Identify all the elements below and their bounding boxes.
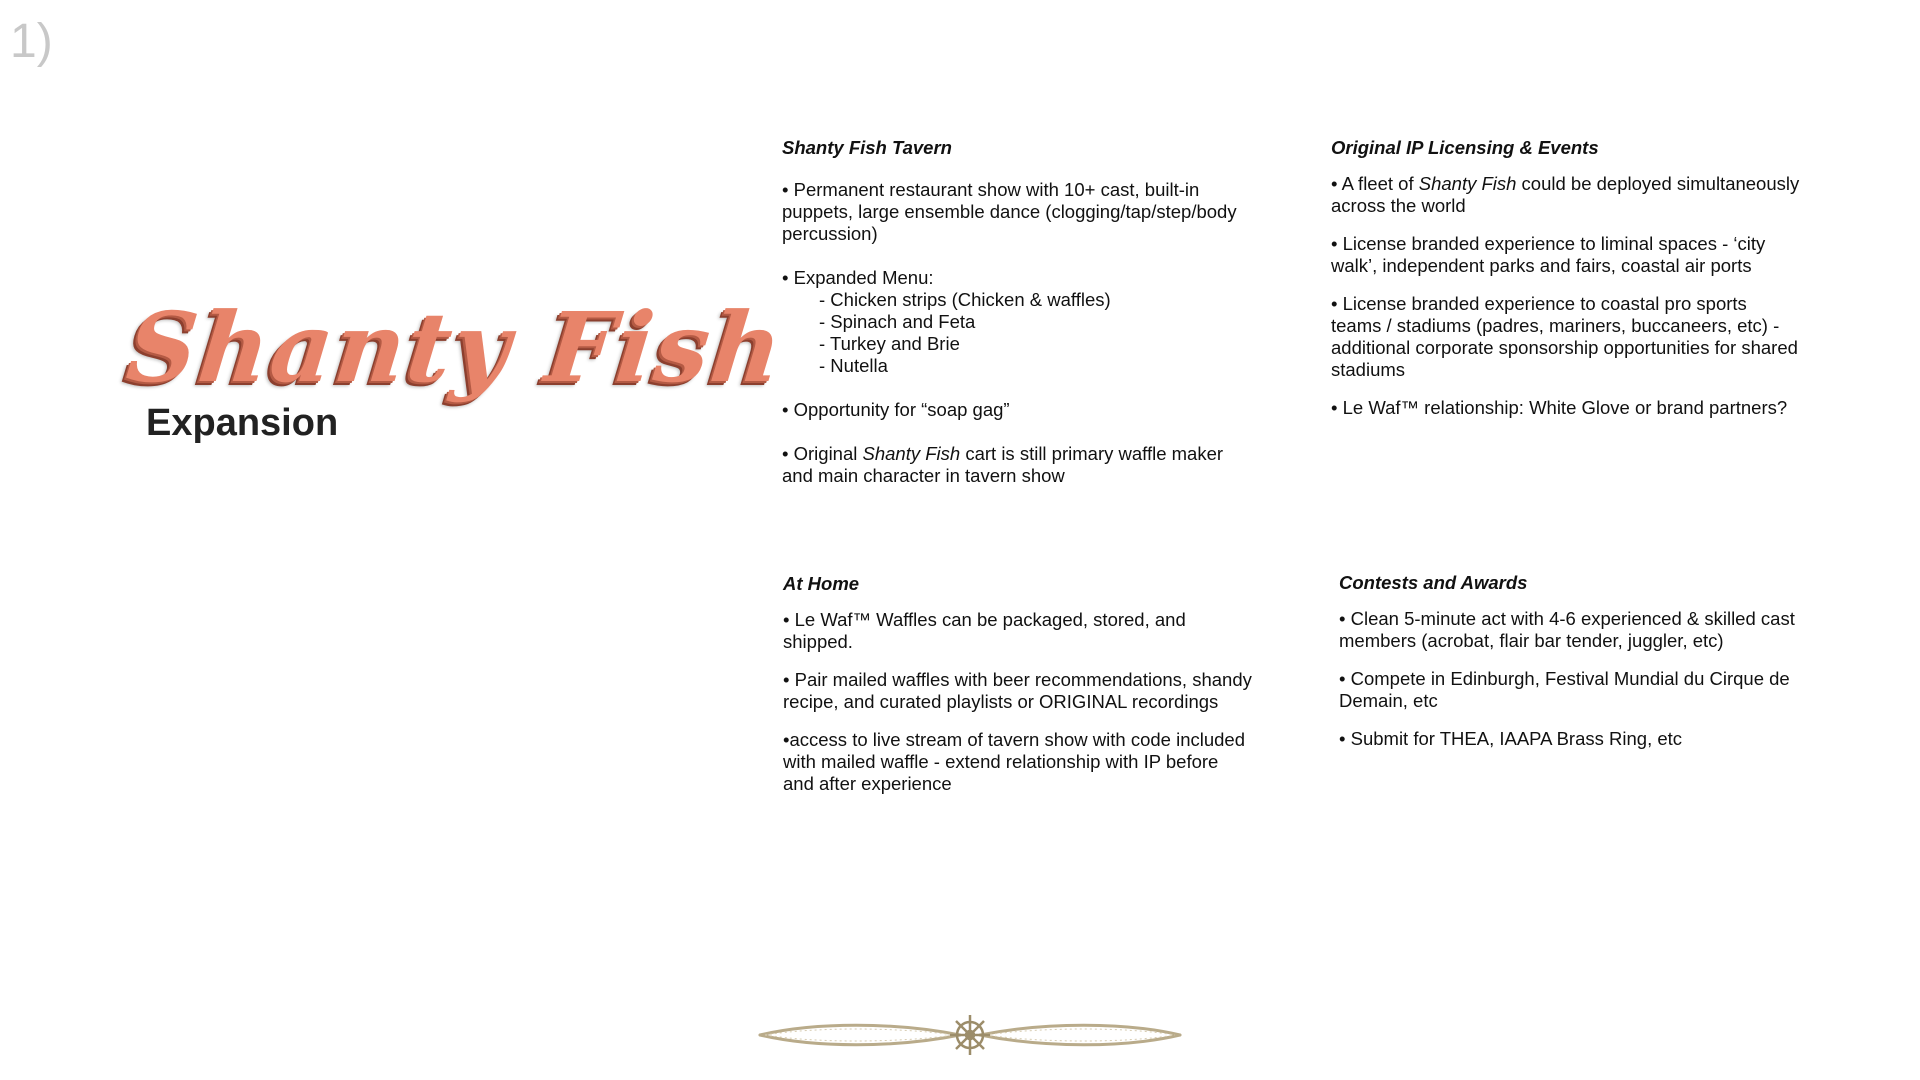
ip-bullet-liminal: • License branded experience to liminal spaces - ‘city walk’, independent parks and fairs, coastal air ports [1331,233,1766,276]
home-heading: At Home [783,573,860,594]
logo-title: Shanty Fish [122,291,790,404]
ip-bullet-stadiums: • License branded experience to coastal pro sports teams / stadiums (padres, mariners, buccaneers, etc) - additional corporate sponsorship opportunities for shared stadiums [1331,293,1798,380]
contests-section [1339,572,1809,766]
tavern-bullet-cart [782,443,1252,487]
contests-bullet-compete: • Compete in Edinburgh, Festival Mundial du Cirque de Demain, etc [1339,668,1790,711]
ip-fleet-prefix: • A fleet of [1331,173,1419,194]
ip-bullet-lewaf: • Le Waf™ relationship: White Glove or brand partners? [1331,397,1788,418]
tavern-cart-suffix: cart is still primary waffle maker and main character in tavern show [782,443,1224,486]
menu-item: - Turkey and Brie [819,333,960,354]
ip-heading: Original IP Licensing & Events [1331,137,1599,158]
tavern-cart-italic: Shanty Fish [862,443,961,464]
contests-bullet-submit: • Submit for THEA, IAAPA Brass Ring, etc [1339,728,1683,749]
tavern-bullet-soap-gag: • Opportunity for “soap gag” [782,399,1010,420]
tavern-heading: Shanty Fish Tavern [782,137,952,158]
home-bullet-livestream: •access to live stream of tavern show with code included with mailed waffle - extend relationship with IP before and after experience [783,729,1246,794]
tavern-menu [782,267,1252,377]
ip-fleet-italic: Shanty Fish [1418,173,1517,194]
slide-number: 1) [10,15,53,68]
logo-subtitle: Expansion [146,402,339,444]
contests-bullet-act: • Clean 5-minute act with 4-6 experienced & skilled cast members (acrobat, flair bar tender, juggler, etc) [1339,608,1795,651]
home-section [783,573,1253,811]
ip-fleet-suffix: could be deployed simultaneously across the world [1331,173,1800,216]
tavern-section [782,137,1252,503]
menu-item: - Chicken strips (Chicken & waffles) [819,289,1111,310]
tavern-bullet-show: • Permanent restaurant show with 10+ cast, built-in puppets, large ensemble dance (clogging/tap/step/body percussion) [782,179,1237,244]
contests-heading: Contests and Awards [1339,572,1528,593]
tavern-menu-label: • Expanded Menu: [782,267,934,288]
logo-block [122,291,790,445]
menu-item: - Spinach and Feta [819,311,976,332]
home-bullet-shipped: • Le Waf™ Waffles can be packaged, stored, and shipped. [783,609,1186,652]
ip-bullet-fleet [1331,173,1801,217]
rope-ship-wheel-icon [755,1010,1185,1060]
ip-section [1331,137,1801,435]
home-bullet-pairings: • Pair mailed waffles with beer recommendations, shandy recipe, and curated playlists or ORIGINAL recordings [783,669,1252,712]
tavern-cart-prefix: • Original [782,443,863,464]
menu-item: - Nutella [819,355,888,376]
